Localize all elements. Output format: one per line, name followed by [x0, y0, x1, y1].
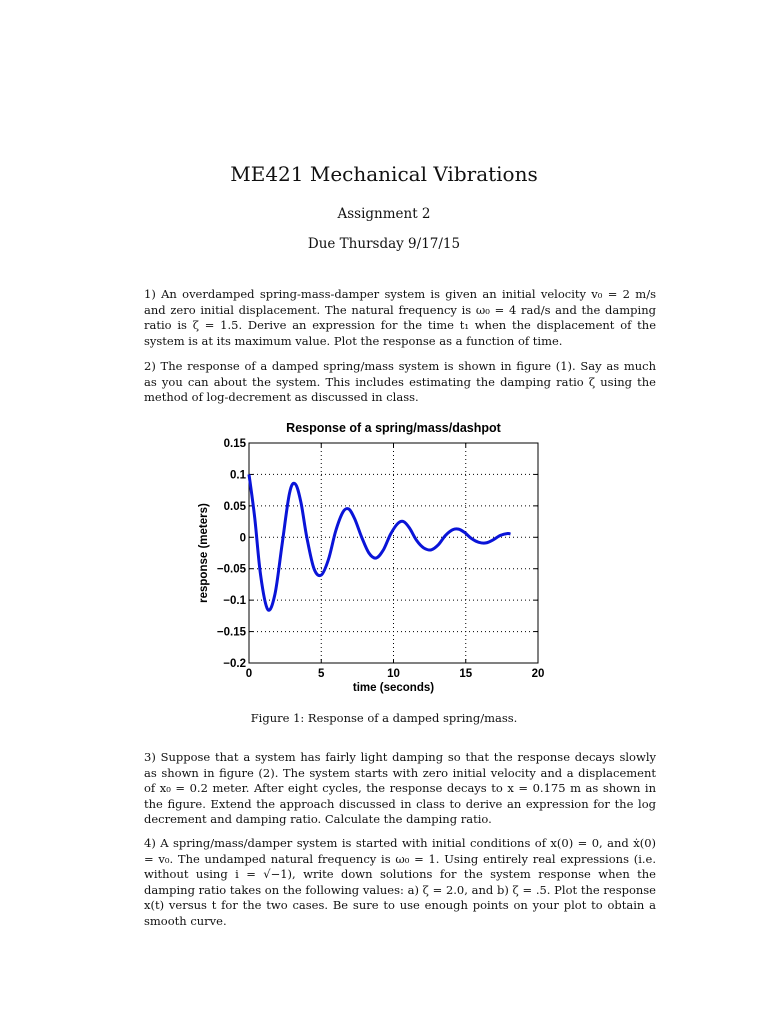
figure-caption: Figure 1: Response of a damped spring/mass.	[250, 711, 518, 725]
x-tick-label: 10	[387, 668, 400, 680]
y-tick-label: 0.05	[223, 500, 246, 513]
response-chart	[190, 418, 560, 703]
x-tick-label: 20	[531, 668, 545, 680]
chart-title: Response of a spring/mass/dashpot	[286, 421, 501, 435]
y-tick-label: 0.1	[230, 469, 246, 482]
x-axis-label: time (seconds)	[352, 682, 435, 694]
problem-2: 2) The response of a damped spring/mass system is shown in figure (1). Say as much as you can about the system. This includes estimating the damping ratio ζ using the method of log-decrement as discussed in class.	[144, 359, 656, 405]
problem-1: 1) An overdamped spring-mass-damper system is given an initial velocity v₀ = 2 m/s and zero initial displacement. The natural frequency is ω₀ = 4 rad/s and the damping ratio is ζ = 1.5. Derive an expression for the time t₁ when the displacement of the system is at its maximum value. Plot the response as a function of time.	[144, 287, 656, 348]
x-tick-label: 15	[459, 668, 473, 680]
y-tick-label: 0	[239, 532, 246, 545]
y-tick-label: 0.15	[223, 438, 246, 450]
y-axis-label: response (meters)	[198, 503, 210, 603]
y-tick-label: −0.1	[223, 595, 246, 608]
assignment-subtitle: Assignment 2	[337, 206, 431, 222]
y-tick-label: −0.05	[216, 563, 246, 576]
plot-area	[249, 443, 538, 663]
y-tick-label: −0.15	[216, 626, 246, 639]
problem-3: 3) Suppose that a system has fairly light damping so that the response decays slowly as shown in figure (2). The system starts with zero initial velocity and a displacement of x₀ = 0.2 meter. After eight cycles, the response decays to x = 0.175 m as shown in the figure. Extend the approach discussed in class to derive an expression for the log decrement and damping ratio. Calculate the damping ratio.	[144, 750, 656, 827]
x-tick-label: 0	[245, 668, 253, 680]
due-date: Due Thursday 9/17/15	[307, 236, 461, 252]
y-tick-label: −0.2	[223, 658, 246, 670]
x-tick-label: 5	[318, 668, 325, 680]
document-title: ME421 Mechanical Vibrations	[230, 162, 538, 186]
problem-4: 4) A spring/mass/damper system is started with initial conditions of x(0) = 0, and ẋ(0) = v₀. The undamped natural frequency is ω₀ = 1. Using entirely real expressions (i.e. without using i = √−1), write down solutions for the system response when the damping ratio takes on the following values: a) ζ = 2.0, and b) ζ = .5. Plot the response x(t) versus t for the two cases. Be sure to use enough points on your plot to obtain a smooth curve.	[144, 836, 656, 928]
